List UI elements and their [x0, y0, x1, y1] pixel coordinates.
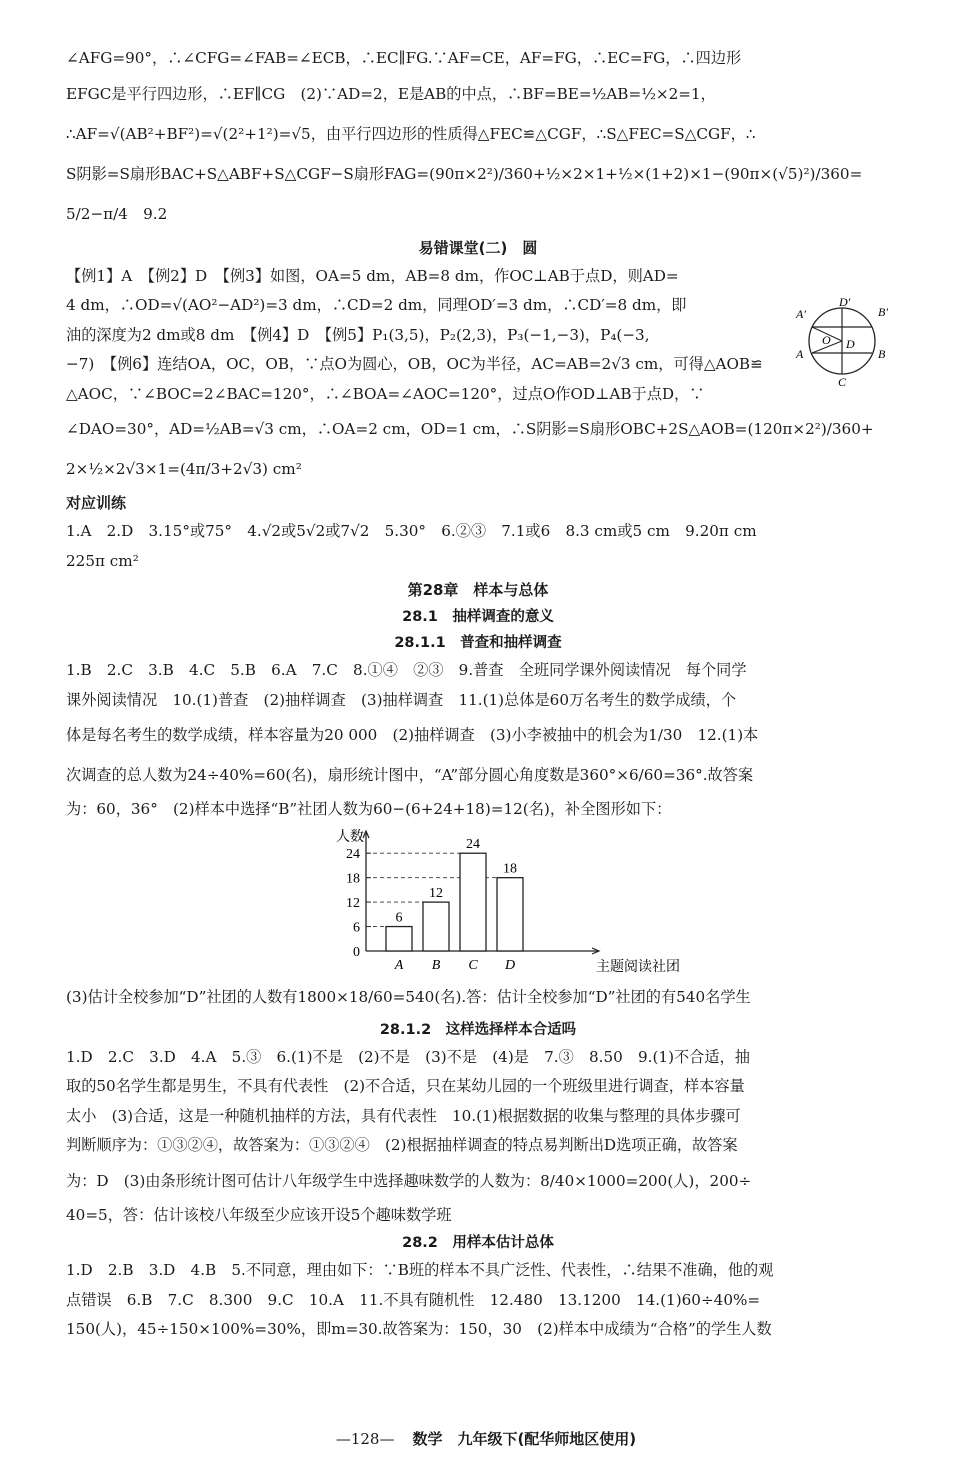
- bar-D: [497, 877, 523, 950]
- answer-line: ∠AFG=90°，∴∠CFG=∠FAB=∠ECB，∴EC∥FG.∵AF=CE，AF=FG，∴EC=FG，∴四边形: [66, 49, 742, 67]
- bar-chart-svg: [66, 825, 890, 977]
- answer-line: 225π cm²: [66, 551, 139, 570]
- page-footer: [0, 1428, 972, 1449]
- answer-line: 【例1】A 【例2】D 【例3】如图，OA=5 dm，AB=8 dm，作OC⊥AB于点D，则AD=: [66, 266, 679, 285]
- bar-C: [460, 853, 486, 951]
- answer-line: 太小 (3)合适，这是一种随机抽样的方法，具有代表性 10.(1)根据数据的收集与整理的具体步骤可: [66, 1106, 741, 1125]
- answer-line: S阴影=S扇形BAC+S△ABF+S△CGF−S扇形FAG=(90π×2²)/360+½×2×1+½×(1+2)×1−(90π×(√5)²)/360=: [66, 164, 863, 183]
- answer-line: 1.D 2.B 3.D 4.B 5.不同意，理由如下：∵B班的样本不具广泛性、代表性，∴结果不准确，他的观: [66, 1261, 774, 1279]
- answer-line: 课外阅读情况 10.(1)普查 (2)抽样调查 (3)抽样调查 11.(1)总体是60万名考生的数学成绩，个: [66, 690, 737, 709]
- label-c: C: [838, 375, 847, 386]
- label-a: A: [796, 347, 804, 361]
- bar-B: [423, 902, 449, 951]
- answer-line: 1.D 2.C 3.D 4.A 5.③ 6.(1)不是 (2)不是 (3)不是 (4)是 7.③ 8.50 9.(1)不合适，抽: [66, 1047, 750, 1066]
- x-axis-label: 主题阅读社团: [596, 959, 680, 975]
- section-title: 28.2 用样本估计总体: [402, 1235, 554, 1251]
- answer-line: 体是每名考生的数学成绩，样本容量为20 000 (2)抽样调查 (3)小李被抽中的机会为1/30 12.(1)本: [66, 726, 759, 744]
- subsection-title: 28.1.1 普查和抽样调查: [394, 635, 562, 651]
- bar-A: [386, 926, 412, 950]
- bar-value-label: 6: [395, 910, 403, 926]
- y-tick-label: 6: [353, 920, 360, 936]
- answer-line: 点错误 6.B 7.C 8.300 9.C 10.A 11.不具有随机性 12.480 13.1200 14.(1)60÷40%=: [66, 1290, 761, 1309]
- answer-line: 取的50名学生都是男生，不具有代表性 (2)不合适，只在某幼儿园的一个班级里进行调查，样本容量: [66, 1077, 745, 1095]
- category-label: C: [468, 957, 478, 973]
- section-title: 28.1 抽样调查的意义: [402, 609, 554, 625]
- bar-chart: [66, 825, 890, 977]
- label-d-prime: D′: [839, 296, 851, 309]
- y-tick-label: 18: [346, 871, 360, 887]
- bar-value-label: 24: [466, 836, 480, 852]
- label-d: D: [846, 337, 855, 351]
- answer-line: 1.A 2.D 3.15°或75° 4.√2或5√2或7√2 5.30° 6.②③ 7.1或6 8.3 cm或5 cm 9.20π cm: [66, 522, 757, 540]
- answer-line: 2×½×2√3×1=(4π/3+2√3) cm²: [66, 460, 302, 478]
- answer-line: 判断顺序为：①③②④，故答案为：①③②④ (2)根据抽样调查的特点易判断出D选项正确，故答案: [66, 1136, 738, 1154]
- answer-line: 次调查的总人数为24÷40%=60(名)，扇形统计图中，“A”部分圆心角度数是360°×6/60=36°.故答案: [66, 766, 754, 784]
- answer-line: △AOC，∵∠BOC=2∠BAC=120°，∴∠BOA=∠AOC=120°，过点O作OD⊥AB于点D，∵: [66, 384, 705, 403]
- label-o: O: [822, 333, 831, 347]
- label-a-prime: A′: [796, 307, 806, 321]
- answer-line: 为：60，36° (2)样本中选择“B”社团人数为60−(6+24+18)=12(名)，补全图形如下：: [66, 800, 672, 818]
- category-label: A: [394, 957, 404, 973]
- answer-line: ∠DAO=30°，AD=½AB=√3 cm，∴OA=2 cm，OD=1 cm，∴S阴影=S扇形OBC+2S△AOB=(120π×2²)/360+: [66, 420, 874, 438]
- label-b: B: [878, 347, 886, 361]
- y-tick-label: 24: [346, 846, 360, 862]
- answer-line: 油的深度为2 dm或8 dm 【例4】D 【例5】P₁(3,5)，P₂(2,3)，P₃(−1,−3)，P₄(−3,: [66, 325, 650, 344]
- y-tick-label: 12: [346, 895, 360, 911]
- answer-line: 5/2−π/4 9.2: [66, 204, 168, 223]
- answer-line: (3)估计全校参加“D”社团的人数有1800×18/60=540(名).答：估计全校参加“D”社团的有540名学生: [66, 987, 751, 1006]
- answer-line: 40=5，答：估计该校八年级至少应该开设5个趣味数学班: [66, 1205, 452, 1224]
- answer-line: ∴AF=√(AB²+BF²)=√(2²+1²)=√5，由平行四边形的性质得△FEC≌△CGF，∴S△FEC=S△CGF，∴: [66, 124, 756, 143]
- bar-value-label: 18: [503, 861, 517, 877]
- training-label: 对应训练: [66, 494, 127, 512]
- chapter-title: 第28章 样本与总体: [407, 581, 549, 599]
- category-label: D: [504, 957, 516, 973]
- answer-line: 150(人)，45÷150×100%=30%，即m=30.故答案为：150，30 (2)样本中成绩为“合格”的学生人数: [66, 1320, 772, 1338]
- circle-diagram: [792, 296, 902, 386]
- label-b-prime: B′: [878, 305, 888, 319]
- section-title: 易错课堂(二) 圆: [418, 238, 538, 257]
- subsection-title: 28.1.2 这样选择样本合适吗: [379, 1021, 577, 1038]
- answer-line: 为：D (3)由条形统计图可估计八年级学生中选择趣味数学的人数为：8/40×1000=200(人)，200÷: [66, 1171, 752, 1190]
- bar-value-label: 12: [429, 885, 443, 901]
- answer-line: 4 dm，∴OD=√(AO²−AD²)=3 dm，∴CD=2 dm，同理OD′=3 dm，∴CD′=8 dm，即: [66, 296, 687, 314]
- page-number: —128—: [335, 1430, 395, 1448]
- answer-line: −7) 【例6】连结OA，OC，OB，∵点O为圆心，OB，OC为半径，AC=AB=2√3 cm，可得△AOB≌: [66, 355, 763, 373]
- page-content: [66, 44, 890, 1345]
- answer-line: 1.B 2.C 3.B 4.C 5.B 6.A 7.C 8.①④ ②③ 9.普查 全班同学课外阅读情况 每个同学: [66, 661, 747, 679]
- answer-line: EFGC是平行四边形，∴EF∥CG (2)∵AD=2，E是AB的中点，∴BF=BE=½AB=½×2=1，: [66, 84, 716, 103]
- y-axis-label: 人数: [336, 829, 364, 845]
- y-tick-label: 0: [353, 944, 360, 960]
- footer-text: 数学 九年级下(配华师地区使用): [412, 1430, 637, 1448]
- category-label: B: [431, 957, 441, 973]
